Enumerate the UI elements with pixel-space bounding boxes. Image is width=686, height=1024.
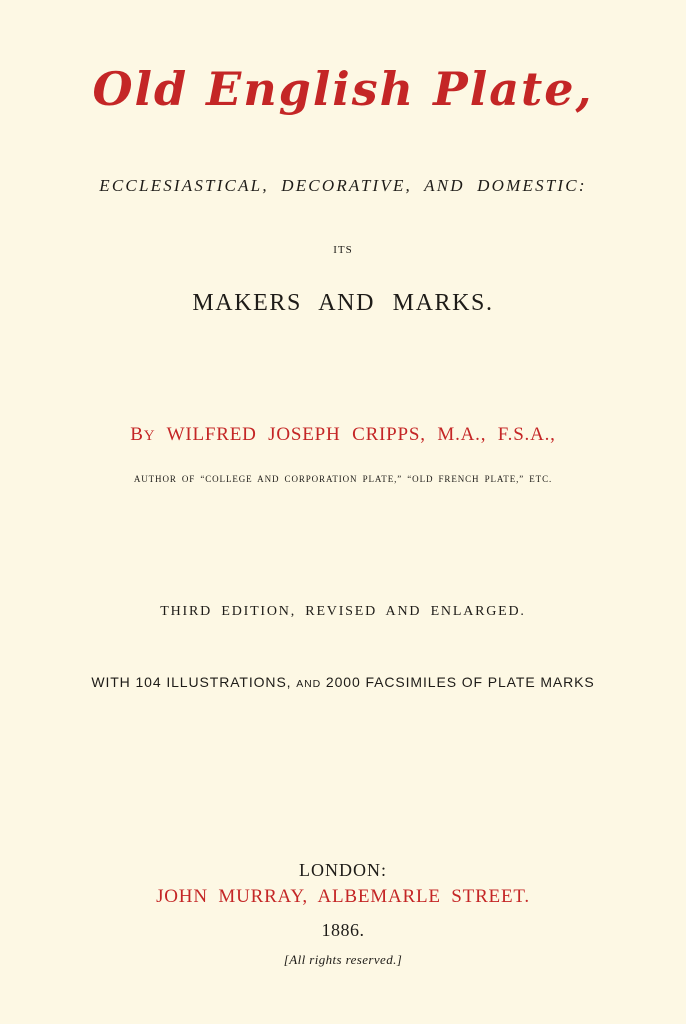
imprint-year: 1886.: [321, 920, 365, 940]
rights-reserved-note: [All rights reserved.]: [283, 952, 403, 967]
author-name: WILFRED JOSEPH CRIPPS, M.A., F.S.A.,: [155, 424, 556, 445]
makers-and-marks-heading: MAKERS AND MARKS.: [192, 290, 494, 316]
author-line: [0, 424, 686, 446]
author-by-rest: Y: [143, 428, 156, 444]
author-by-initial: B: [130, 424, 144, 445]
edition-statement: THIRD EDITION, REVISED AND ENLARGED.: [160, 604, 526, 619]
illustrations-part-1: WITH 104 ILLUSTRATIONS,: [91, 674, 297, 690]
illustrations-part-2: AND: [296, 678, 322, 690]
imprint-city: LONDON:: [299, 860, 387, 880]
imprint-publisher: JOHN MURRAY, ALBEMARLE STREET.: [156, 886, 530, 907]
illustrations-statement: [0, 674, 686, 690]
illustrations-part-3: 2000 FACSIMILES OF PLATE MARKS: [321, 674, 595, 690]
author-other-works: AUTHOR OF “COLLEGE AND CORPORATION PLATE,” “OLD FRENCH PLATE,” ETC.: [133, 474, 553, 484]
its-label: ITS: [333, 244, 353, 256]
book-subtitle: ECCLESIASTICAL, DECORATIVE, AND DOMESTIC:: [99, 176, 587, 195]
book-title: Old English Plate,: [92, 62, 594, 116]
